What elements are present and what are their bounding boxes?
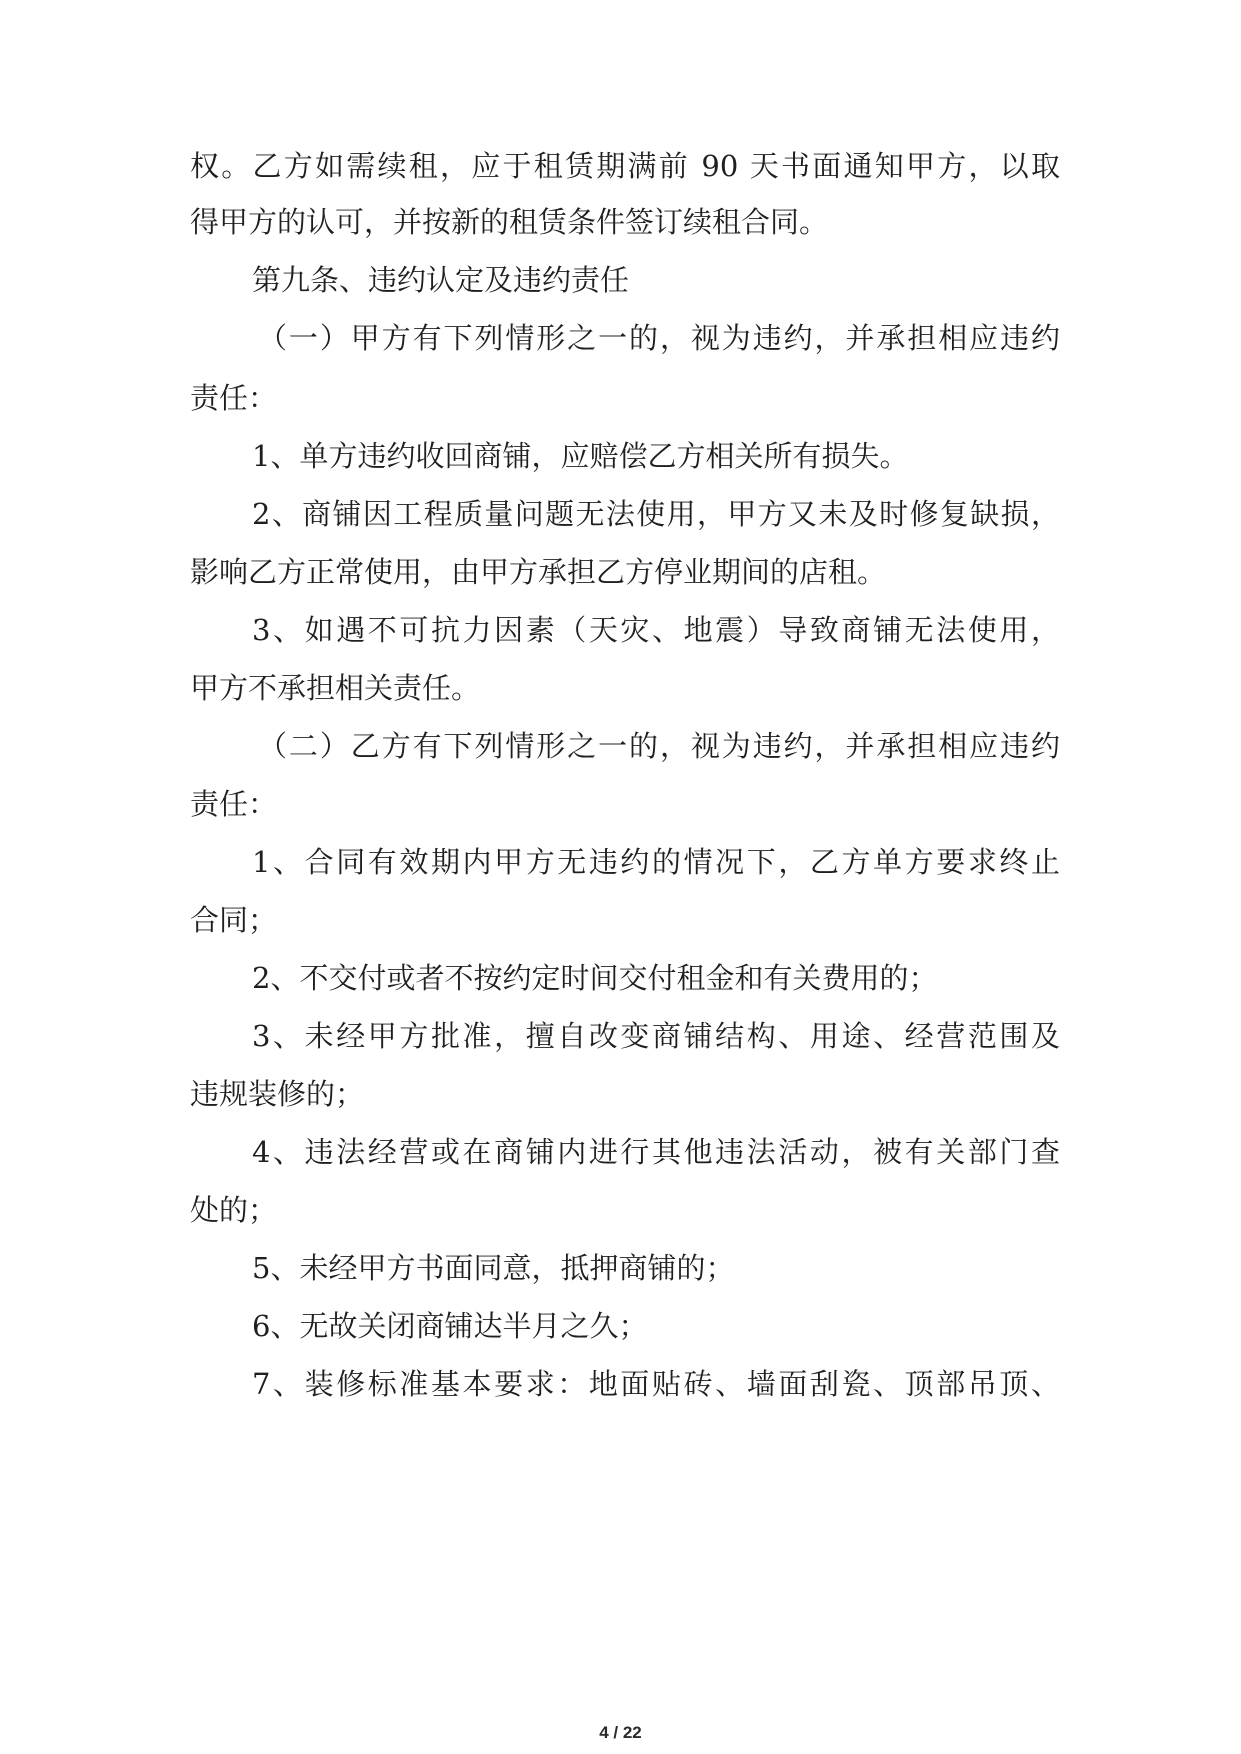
text-line-10: 甲方不承担相关责任。: [190, 671, 481, 705]
page-number: 4 / 22: [599, 1723, 642, 1742]
text-line-14: 合同；: [190, 903, 278, 937]
text-line-13: 1、合同有效期内甲方无违约的情况下，乙方单方要求终止: [252, 845, 1060, 879]
text-line-4: （一）甲方有下列情形之一的，视为违约，并承担相应违约: [258, 321, 1060, 355]
section-heading: 第九条、违约认定及违约责任: [252, 263, 630, 297]
text-line-9: 3、如遇不可抗力因素（天灾、地震）导致商铺无法使用，: [252, 613, 1060, 647]
text-line-21: 6、无故关闭商铺达半月之久；: [252, 1309, 648, 1343]
text-line-22: 7、装修标准基本要求：地面贴砖、墙面刮瓷、顶部吊顶、: [252, 1367, 1060, 1401]
text-line-20: 5、未经甲方书面同意，抵押商铺的；: [252, 1251, 735, 1285]
text-line-5: 责任：: [190, 381, 278, 415]
text-line-18: 4、违法经营或在商铺内进行其他违法活动，被有关部门查: [252, 1135, 1060, 1169]
text-line-8: 影响乙方正常使用，由甲方承担乙方停业期间的店租。: [190, 555, 887, 589]
text-line-17: 违规装修的；: [190, 1077, 365, 1111]
text-line-11: （二）乙方有下列情形之一的，视为违约，并承担相应违约: [258, 729, 1060, 763]
text-line-12: 责任：: [190, 787, 278, 821]
text-line-15: 2、不交付或者不按约定时间交付租金和有关费用的；: [252, 961, 938, 995]
text-line-6: 1、单方违约收回商铺，应赔偿乙方相关所有损失。: [252, 439, 909, 473]
text-line-7: 2、商铺因工程质量问题无法使用，甲方又未及时修复缺损，: [252, 497, 1060, 531]
text-line-16: 3、未经甲方批准，擅自改变商铺结构、用途、经营范围及: [252, 1019, 1060, 1053]
text-line-19: 处的；: [190, 1193, 278, 1227]
text-line-1: 权。乙方如需续租，应于租赁期满前 90 天书面通知甲方，以取: [190, 149, 1060, 183]
text-line-2: 得甲方的认可，并按新的租赁条件签订续租合同。: [190, 205, 829, 239]
